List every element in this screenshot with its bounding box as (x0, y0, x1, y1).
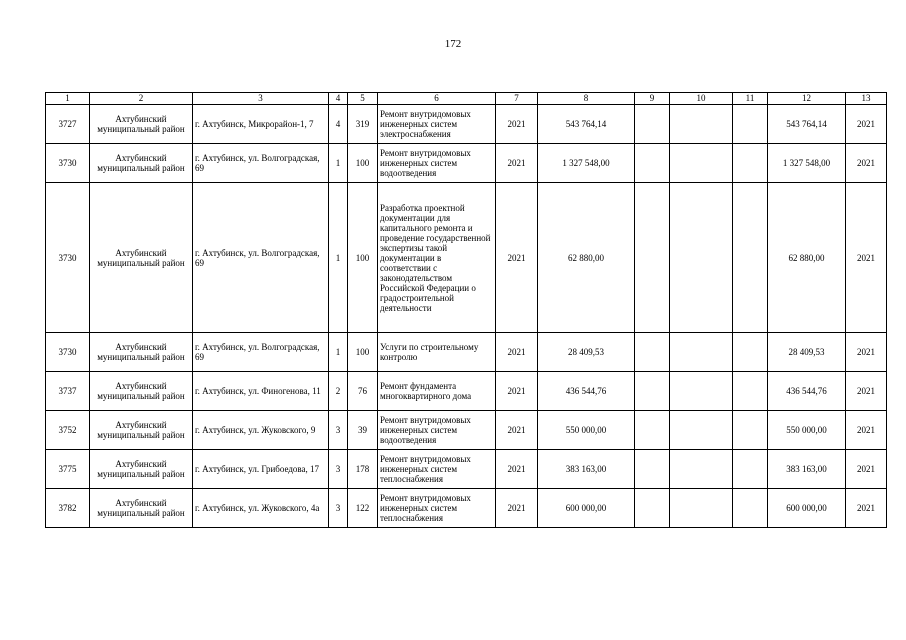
col10-cell (670, 450, 733, 489)
col-header-8: 8 (538, 93, 635, 105)
work-type-cell: Ремонт внутридомовых инженерных систем теплоснабжения (378, 450, 496, 489)
district-cell: Ахтубинский муниципальный район (90, 411, 193, 450)
final-year-cell: 2021 (846, 372, 887, 411)
row-id: 3730 (46, 183, 90, 333)
col11-cell (733, 450, 768, 489)
col11-cell (733, 105, 768, 144)
final-year-cell: 2021 (846, 411, 887, 450)
amount-cell: 62 880,00 (538, 183, 635, 333)
page-number: 172 (444, 38, 462, 50)
total-cell: 383 163,00 (768, 450, 846, 489)
amount-cell: 383 163,00 (538, 450, 635, 489)
col11-cell (733, 144, 768, 183)
total-cell: 600 000,00 (768, 489, 846, 528)
col5-cell: 178 (348, 450, 378, 489)
col4-cell: 1 (329, 333, 348, 372)
col5-cell: 100 (348, 183, 378, 333)
address-cell: г. Ахтубинск, ул. Жуковского, 9 (193, 411, 329, 450)
col9-cell (635, 105, 670, 144)
amount-cell: 28 409,53 (538, 333, 635, 372)
col4-cell: 1 (329, 183, 348, 333)
col4-cell: 4 (329, 105, 348, 144)
row-id: 3775 (46, 450, 90, 489)
total-cell: 543 764,14 (768, 105, 846, 144)
final-year-cell: 2021 (846, 489, 887, 528)
col-header-3: 3 (193, 93, 329, 105)
capital-repair-table (45, 92, 887, 528)
year-cell: 2021 (496, 372, 538, 411)
col9-cell (635, 450, 670, 489)
col10-cell (670, 105, 733, 144)
col5-cell: 122 (348, 489, 378, 528)
work-type-cell: Ремонт внутридомовых инженерных систем электроснабжения (378, 105, 496, 144)
col5-cell: 76 (348, 372, 378, 411)
year-cell: 2021 (496, 105, 538, 144)
table-row (46, 372, 887, 411)
col11-cell (733, 183, 768, 333)
col-header-7: 7 (496, 93, 538, 105)
work-type-cell: Ремонт внутридомовых инженерных систем теплоснабжения (378, 489, 496, 528)
district-cell: Ахтубинский муниципальный район (90, 489, 193, 528)
work-type-cell: Услуги по строительному контролю (378, 333, 496, 372)
address-cell: г. Ахтубинск, ул. Финогенова, 11 (193, 372, 329, 411)
table-row (46, 105, 887, 144)
table-row (46, 489, 887, 528)
district-cell: Ахтубинский муниципальный район (90, 372, 193, 411)
amount-cell: 543 764,14 (538, 105, 635, 144)
table-row (46, 411, 887, 450)
col-header-4: 4 (329, 93, 348, 105)
year-cell: 2021 (496, 411, 538, 450)
col4-cell: 3 (329, 411, 348, 450)
row-id: 3730 (46, 333, 90, 372)
year-cell: 2021 (496, 183, 538, 333)
address-cell: г. Ахтубинск, Микрорайон-1, 7 (193, 105, 329, 144)
header-row (46, 93, 887, 105)
row-id: 3730 (46, 144, 90, 183)
year-cell: 2021 (496, 333, 538, 372)
col-header-2: 2 (90, 93, 193, 105)
col-header-11: 11 (733, 93, 768, 105)
row-id: 3752 (46, 411, 90, 450)
total-cell: 28 409,53 (768, 333, 846, 372)
amount-cell: 600 000,00 (538, 489, 635, 528)
amount-cell: 436 544,76 (538, 372, 635, 411)
work-type-cell: Ремонт внутридомовых инженерных систем водоотведения (378, 144, 496, 183)
district-cell: Ахтубинский муниципальный район (90, 183, 193, 333)
col5-cell: 100 (348, 144, 378, 183)
col-header-5: 5 (348, 93, 378, 105)
col4-cell: 2 (329, 372, 348, 411)
address-cell: г. Ахтубинск, ул. Жуковского, 4а (193, 489, 329, 528)
col5-cell: 100 (348, 333, 378, 372)
table-row (46, 450, 887, 489)
amount-cell: 1 327 548,00 (538, 144, 635, 183)
work-type-cell: Разработка проектной документации для капитального ремонта и проведение государственной экспертизы такой документации в соответствии с законодательством Российской Федерации о градостроительной деятельности (378, 183, 496, 333)
col10-cell (670, 333, 733, 372)
col-header-6: 6 (378, 93, 496, 105)
work-type-cell: Ремонт внутридомовых инженерных систем водоотведения (378, 411, 496, 450)
col9-cell (635, 411, 670, 450)
col10-cell (670, 411, 733, 450)
col11-cell (733, 333, 768, 372)
col9-cell (635, 144, 670, 183)
col4-cell: 1 (329, 144, 348, 183)
col11-cell (733, 411, 768, 450)
work-type-cell: Ремонт фундамента многоквартирного дома (378, 372, 496, 411)
district-cell: Ахтубинский муниципальный район (90, 105, 193, 144)
total-cell: 436 544,76 (768, 372, 846, 411)
final-year-cell: 2021 (846, 144, 887, 183)
total-cell: 62 880,00 (768, 183, 846, 333)
address-cell: г. Ахтубинск, ул. Волгоградская, 69 (193, 183, 329, 333)
col10-cell (670, 144, 733, 183)
address-cell: г. Ахтубинск, ул. Волгоградская, 69 (193, 144, 329, 183)
table-row (46, 144, 887, 183)
year-cell: 2021 (496, 450, 538, 489)
year-cell: 2021 (496, 144, 538, 183)
total-cell: 550 000,00 (768, 411, 846, 450)
col10-cell (670, 183, 733, 333)
col10-cell (670, 489, 733, 528)
col4-cell: 3 (329, 450, 348, 489)
col9-cell (635, 489, 670, 528)
col11-cell (733, 489, 768, 528)
col-header-10: 10 (670, 93, 733, 105)
address-cell: г. Ахтубинск, ул. Волгоградская, 69 (193, 333, 329, 372)
district-cell: Ахтубинский муниципальный район (90, 333, 193, 372)
col4-cell: 3 (329, 489, 348, 528)
col11-cell (733, 372, 768, 411)
col-header-12: 12 (768, 93, 846, 105)
row-id: 3737 (46, 372, 90, 411)
col-header-9: 9 (635, 93, 670, 105)
total-cell: 1 327 548,00 (768, 144, 846, 183)
district-cell: Ахтубинский муниципальный район (90, 144, 193, 183)
col5-cell: 39 (348, 411, 378, 450)
final-year-cell: 2021 (846, 183, 887, 333)
district-cell: Ахтубинский муниципальный район (90, 450, 193, 489)
final-year-cell: 2021 (846, 105, 887, 144)
col10-cell (670, 372, 733, 411)
amount-cell: 550 000,00 (538, 411, 635, 450)
year-cell: 2021 (496, 489, 538, 528)
table-row (46, 333, 887, 372)
col9-cell (635, 183, 670, 333)
final-year-cell: 2021 (846, 450, 887, 489)
address-cell: г. Ахтубинск, ул. Грибоедова, 17 (193, 450, 329, 489)
col-header-13: 13 (846, 93, 887, 105)
row-id: 3782 (46, 489, 90, 528)
col-header-1: 1 (46, 93, 90, 105)
col9-cell (635, 372, 670, 411)
table-row (46, 183, 887, 333)
col5-cell: 319 (348, 105, 378, 144)
final-year-cell: 2021 (846, 333, 887, 372)
row-id: 3727 (46, 105, 90, 144)
col9-cell (635, 333, 670, 372)
